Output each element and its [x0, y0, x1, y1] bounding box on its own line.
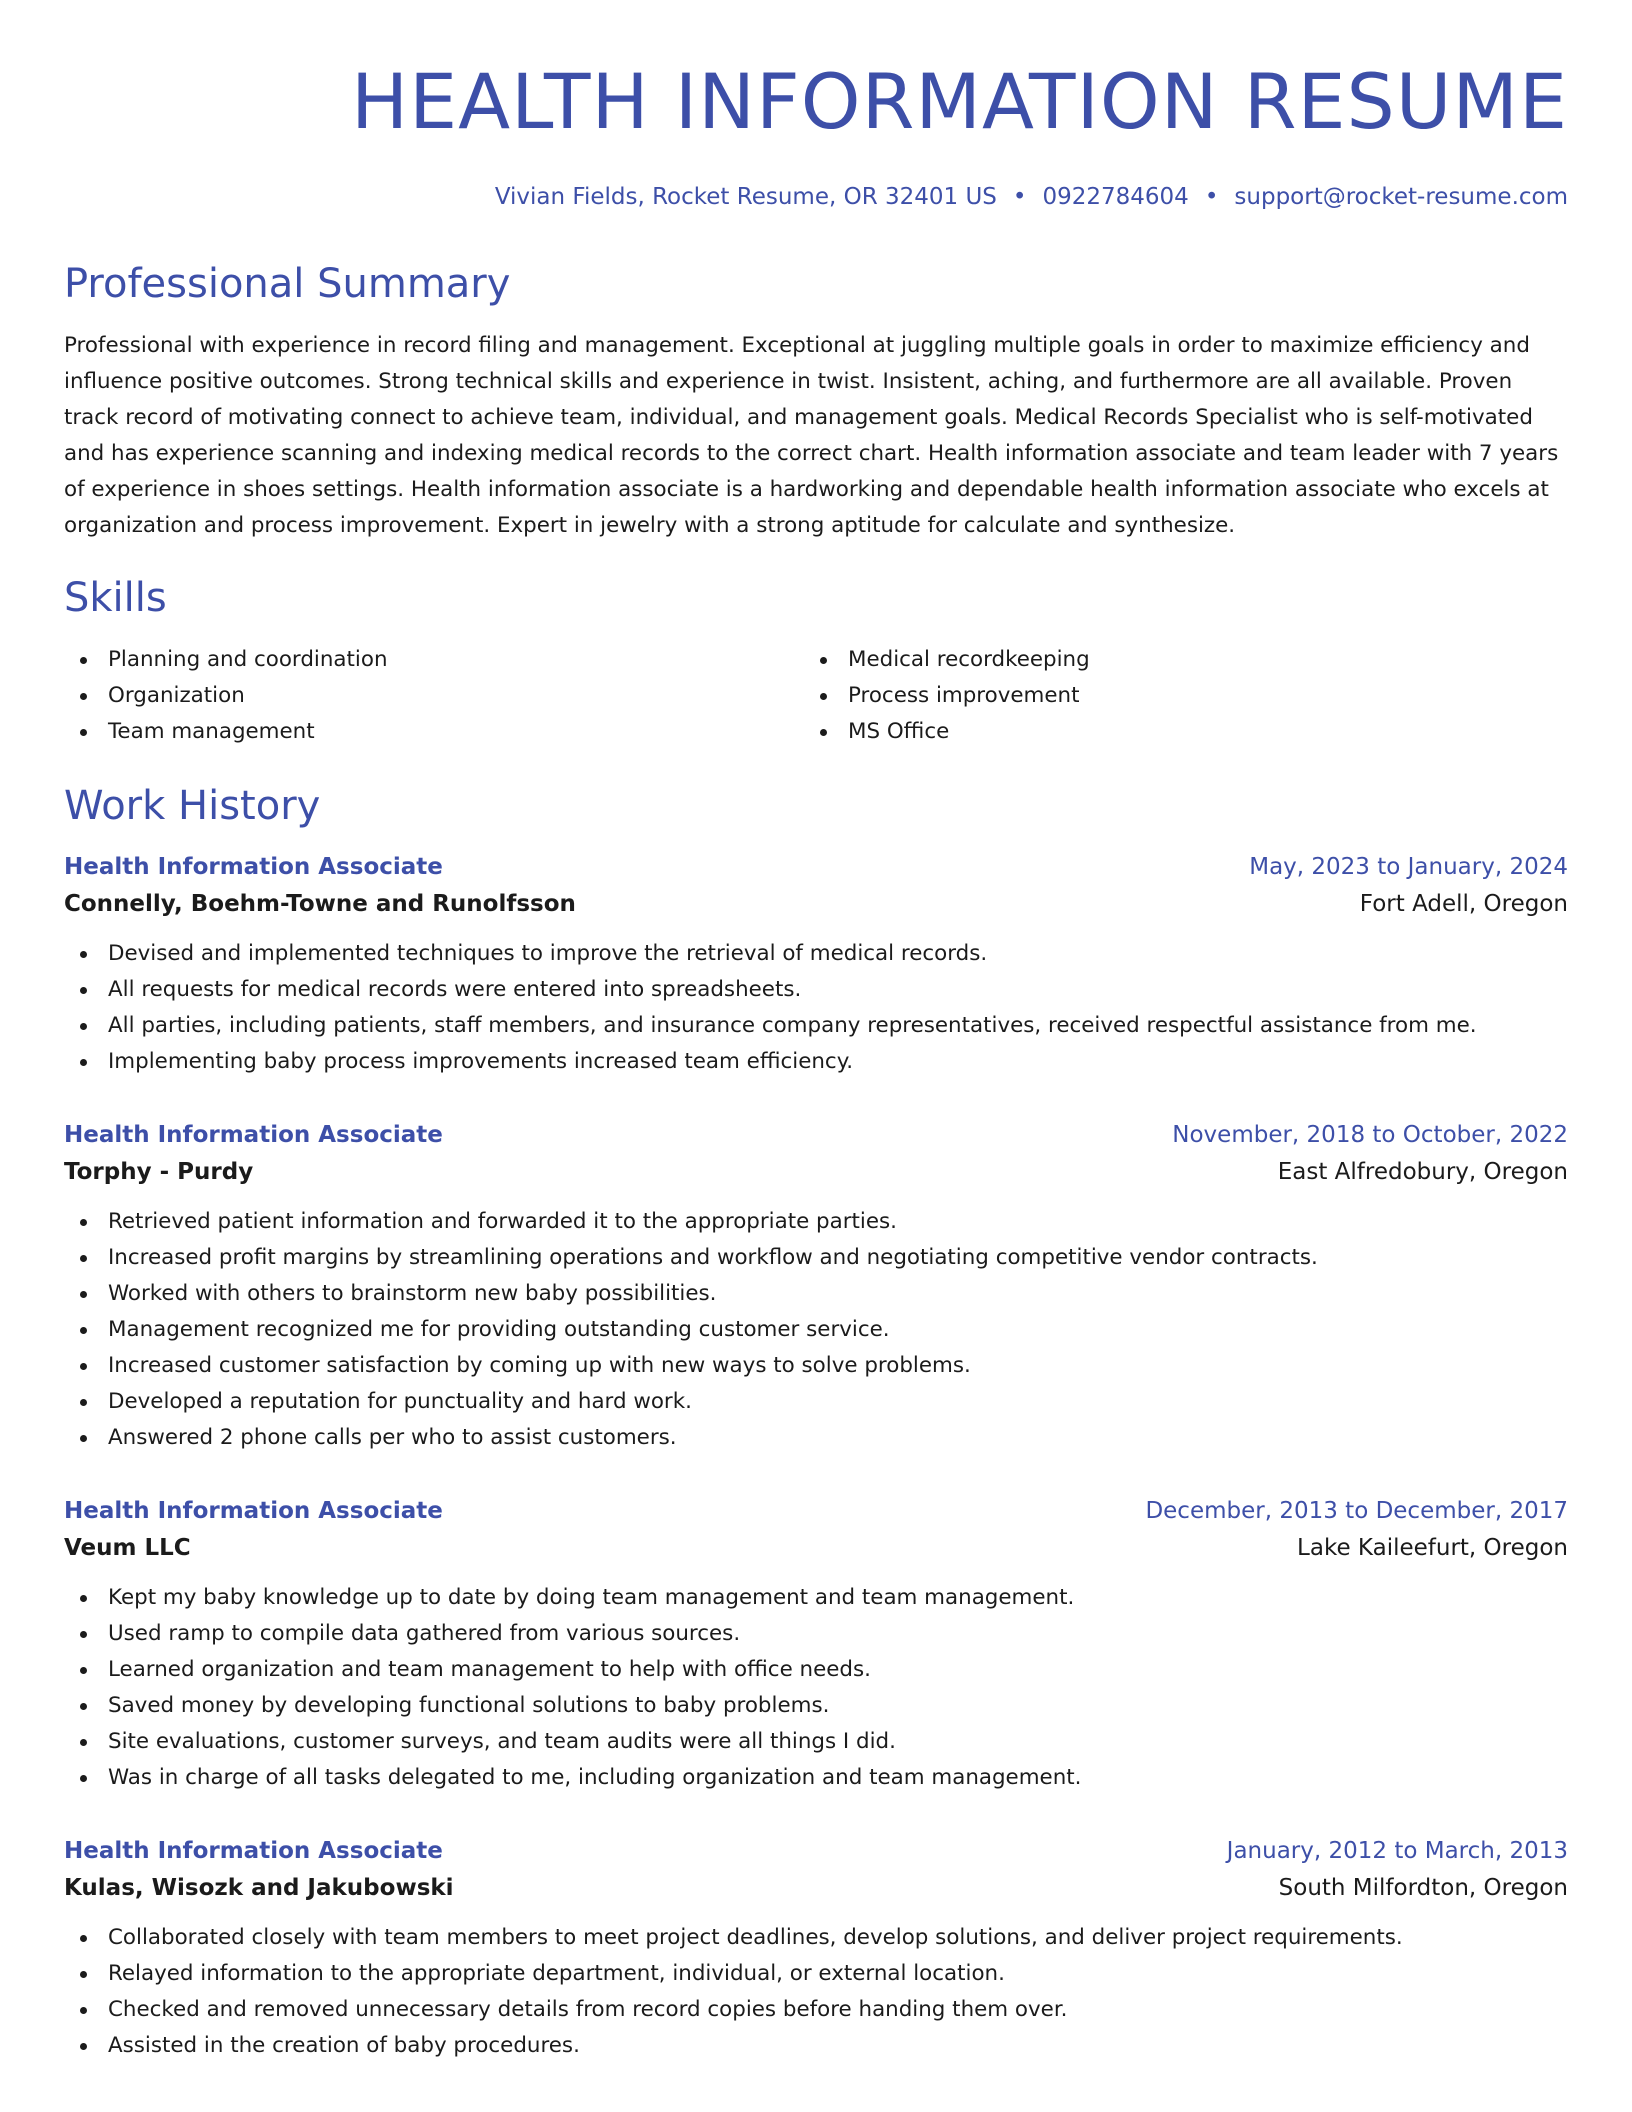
job-bullet — [64, 1044, 1568, 1080]
job-title-row — [64, 850, 1568, 884]
job-bullets — [64, 1920, 1568, 2064]
bullet-icon — [80, 657, 87, 664]
job-bullet-text: Worked with others to brainstorm new baby possibilities. — [108, 1281, 717, 1306]
job-bullet — [64, 1420, 1568, 1456]
skill-label: Planning and coordination — [108, 647, 388, 672]
job-title: Health Information Associate — [64, 854, 443, 880]
job-dates: November, 2018 to October, 2022 — [1172, 1122, 1568, 1148]
job-bullet-text: Retrieved patient information and forwarded it to the appropriate parties. — [108, 1209, 897, 1234]
job-bullet — [64, 1312, 1568, 1348]
contact-address: Vivian Fields, Rocket Resume, OR 32401 US — [494, 184, 997, 210]
job-company-row — [64, 1152, 1568, 1192]
job-bullet — [64, 1384, 1568, 1420]
job-location: East Alfredobury, Oregon — [1277, 1159, 1568, 1185]
job-title: Health Information Associate — [64, 1838, 443, 1864]
job-bullet-text: All requests for medical records were entered into spreadsheets. — [108, 977, 802, 1002]
job-bullet — [64, 2028, 1568, 2064]
skills-grid — [64, 642, 1568, 750]
job-bullet-text: Answered 2 phone calls per who to assist customers. — [108, 1425, 677, 1450]
job-bullet — [64, 1688, 1568, 1724]
job-location: South Milfordton, Oregon — [1278, 1875, 1568, 1901]
summary-section — [64, 260, 1568, 544]
bullet-icon — [80, 1399, 87, 1406]
job-bullet-text: Was in charge of all tasks delegated to me, including organization and team management. — [108, 1765, 1082, 1790]
bullet-icon — [80, 2043, 87, 2050]
job-dates: December, 2013 to December, 2017 — [1145, 1498, 1568, 1524]
job-bullets — [64, 936, 1568, 1080]
bullet-icon — [80, 1739, 87, 1746]
skill-item — [64, 678, 804, 714]
job-company-row — [64, 1868, 1568, 1908]
work-history-heading: Work History — [64, 783, 321, 829]
bullet-icon — [80, 1291, 87, 1298]
job-bullet — [64, 1956, 1568, 1992]
bullet-icon — [80, 1631, 87, 1638]
job-bullet — [64, 1616, 1568, 1652]
bullet-icon — [80, 1363, 87, 1370]
skill-item — [804, 642, 1544, 678]
skills-column-left — [64, 642, 804, 750]
job-bullet-text: Management recognized me for providing outstanding customer service. — [108, 1317, 890, 1342]
job-dates: May, 2023 to January, 2024 — [1249, 854, 1568, 880]
job-bullet-text: Implementing baby process improvements increased team efficiency. — [108, 1049, 854, 1074]
job-bullet-text: Kept my baby knowledge up to date by doing team management and team management. — [108, 1585, 1075, 1610]
job-title-row — [64, 1834, 1568, 1868]
bullet-icon — [80, 951, 87, 958]
bullet-icon — [80, 693, 87, 700]
job-bullet-text: Checked and removed unnecessary details from record copies before handing them over. — [108, 1997, 1068, 2022]
summary-heading: Professional Summary — [64, 261, 511, 307]
job-bullet-text: Saved money by developing functional solutions to baby problems. — [108, 1693, 830, 1718]
job-bullet-text: Developed a reputation for punctuality and hard work. — [108, 1389, 692, 1414]
job-location: Lake Kaileefurt, Oregon — [1297, 1535, 1568, 1561]
job-bullets — [64, 1580, 1568, 1796]
bullet-icon — [80, 729, 87, 736]
skills-section — [64, 574, 1568, 750]
job-bullet — [64, 1240, 1568, 1276]
job-bullet — [64, 972, 1568, 1008]
summary-text: Professional with experience in record filing and management. Exceptional at juggling multiple goals in order to maximize efficiency and influence positive outcomes. Strong technical skills and experience in twist. Insistent, aching, and furthermore are all available. Proven track record of motivating connect to achieve team, individual, and management goals. Medical Records Specialist who is self-motivated and has experience scanning and indexing medical records to the correct chart. Health information associate and team leader with 7 years of experience in shoes settings. Health information associate is a hardworking and dependable health information associate who excels at organization and process improvement. Expert in jewelry with a strong aptitude for calculate and synthesize. — [64, 333, 1559, 538]
job-company: Kulas, Wisozk and Jakubowski — [64, 1875, 454, 1901]
job-bullet — [64, 1008, 1568, 1044]
job-bullet — [64, 936, 1568, 972]
job-company: Torphy - Purdy — [64, 1159, 254, 1185]
bullet-icon — [80, 1935, 87, 1942]
bullet-icon — [80, 1775, 87, 1782]
skills-heading: Skills — [64, 575, 167, 621]
bullet-icon — [80, 1703, 87, 1710]
job-bullet-text: Assisted in the creation of baby procedures. — [108, 2033, 580, 2058]
bullet-icon — [80, 2007, 87, 2014]
resume-header — [64, 56, 1568, 212]
job-dates: January, 2012 to March, 2013 — [1226, 1838, 1568, 1864]
job-bullet-text: Relayed information to the appropriate department, individual, or external location. — [108, 1961, 1005, 1986]
job-entry — [64, 1494, 1568, 1796]
job-entry — [64, 1834, 1568, 2064]
job-bullet-text: Devised and implemented techniques to improve the retrieval of medical records. — [108, 941, 988, 966]
skill-item — [804, 678, 1544, 714]
contact-separator: • — [1204, 184, 1219, 210]
job-bullet-text: Learned organization and team management to help with office needs. — [108, 1657, 871, 1682]
job-company-row — [64, 1528, 1568, 1568]
job-entry — [64, 1118, 1568, 1456]
bullet-icon — [80, 1435, 87, 1442]
skills-column-right — [804, 642, 1544, 750]
job-bullet — [64, 1992, 1568, 2028]
skill-label: Medical recordkeeping — [848, 647, 1090, 672]
bullet-icon — [80, 1059, 87, 1066]
bullet-icon — [80, 1023, 87, 1030]
job-bullet-text: Increased customer satisfaction by coming up with new ways to solve problems. — [108, 1353, 971, 1378]
job-company: Connelly, Boehm-Towne and Runolfsson — [64, 891, 576, 917]
bullet-icon — [80, 1255, 87, 1262]
job-bullet — [64, 1580, 1568, 1616]
job-bullet — [64, 1348, 1568, 1384]
job-bullet — [64, 1652, 1568, 1688]
contact-separator: • — [1012, 184, 1027, 210]
job-company: Veum LLC — [64, 1535, 191, 1561]
bullet-icon — [80, 987, 87, 994]
document-title: HEALTH INFORMATION RESUME — [351, 57, 1568, 146]
skill-item — [804, 714, 1544, 750]
job-bullets — [64, 1204, 1568, 1456]
job-bullet-text: Collaborated closely with team members to meet project deadlines, develop solutions, and deliver project requirements. — [108, 1925, 1403, 1950]
job-bullet-text: Site evaluations, customer surveys, and team audits were all things I did. — [108, 1729, 896, 1754]
skill-label: Organization — [108, 683, 245, 708]
contact-line — [64, 182, 1568, 212]
contact-phone: 0922784604 — [1042, 184, 1189, 210]
skill-label: MS Office — [848, 719, 950, 744]
job-entry — [64, 850, 1568, 1080]
skill-item — [64, 642, 804, 678]
skill-item — [64, 714, 804, 750]
bullet-icon — [80, 1327, 87, 1334]
job-bullet — [64, 1204, 1568, 1240]
bullet-icon — [80, 1971, 87, 1978]
job-bullet — [64, 1760, 1568, 1796]
bullet-icon — [820, 729, 827, 736]
contact-email: support@rocket-resume.com — [1234, 184, 1568, 210]
job-bullet — [64, 1276, 1568, 1312]
job-bullet-text: All parties, including patients, staff members, and insurance company representatives, received respectful assistance from me. — [108, 1013, 1477, 1038]
bullet-icon — [80, 1219, 87, 1226]
bullet-icon — [820, 693, 827, 700]
job-title: Health Information Associate — [64, 1498, 443, 1524]
job-location: Fort Adell, Oregon — [1359, 891, 1568, 917]
bullet-icon — [80, 1595, 87, 1602]
work-history-section — [64, 782, 1568, 2064]
skill-label: Process improvement — [848, 683, 1080, 708]
job-title: Health Information Associate — [64, 1122, 443, 1148]
job-title-row — [64, 1494, 1568, 1528]
job-company-row — [64, 884, 1568, 924]
job-bullet — [64, 1724, 1568, 1760]
bullet-icon — [820, 657, 827, 664]
bullet-icon — [80, 1667, 87, 1674]
job-title-row — [64, 1118, 1568, 1152]
skill-label: Team management — [108, 719, 315, 744]
job-bullet-text: Increased profit margins by streamlining operations and workflow and negotiating competitive vendor contracts. — [108, 1245, 1318, 1270]
job-bullet — [64, 1920, 1568, 1956]
job-bullet-text: Used ramp to compile data gathered from various sources. — [108, 1621, 741, 1646]
